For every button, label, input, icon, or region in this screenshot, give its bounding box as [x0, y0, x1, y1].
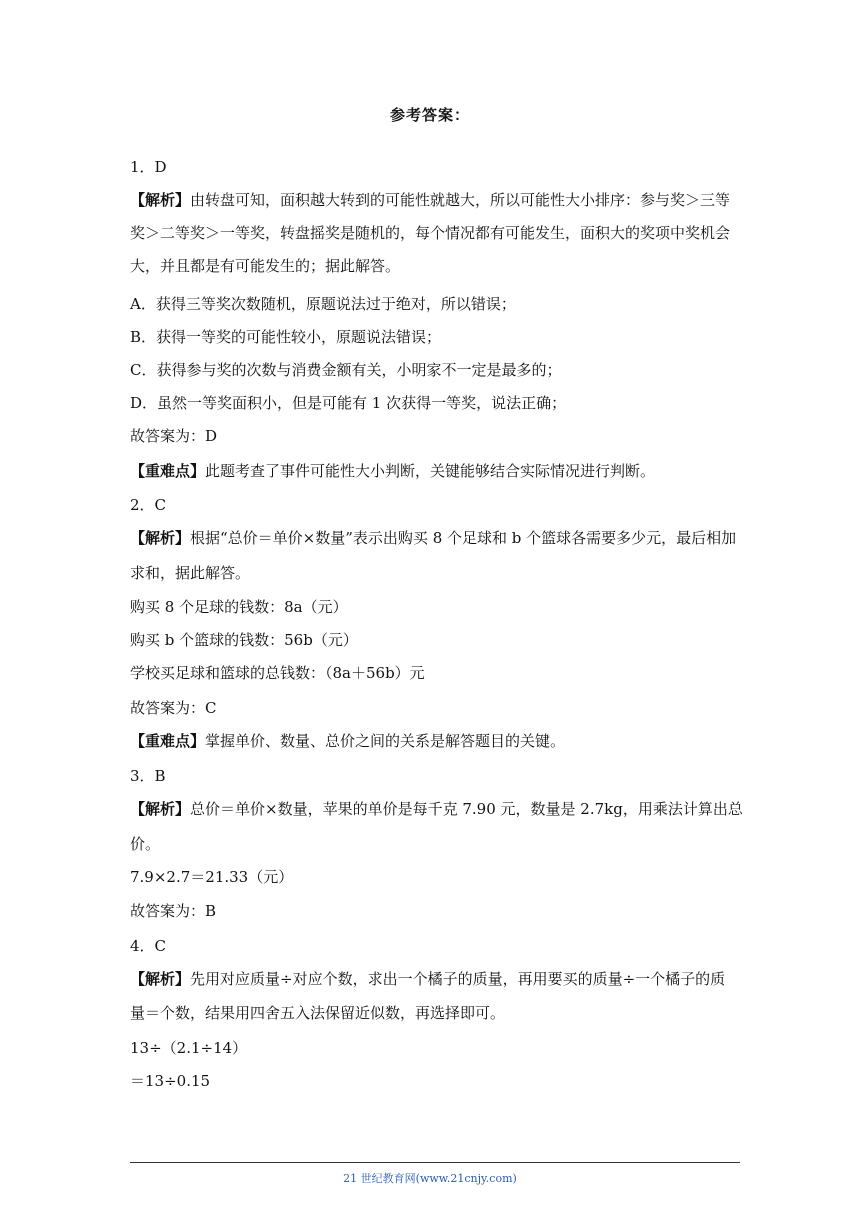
- text-line: [130, 867, 740, 887]
- text-line: [130, 223, 740, 243]
- line-text: 先用对应质量÷对应个数，求出一个橘子的质量，再用要买的质量÷一个橘子的质: [190, 970, 726, 988]
- text-line: [130, 663, 740, 683]
- line-text: 13÷（2.1÷14）: [130, 1039, 248, 1057]
- analysis-tag: 【解析】: [130, 191, 191, 209]
- analysis-tag: 【解析】: [130, 800, 191, 818]
- key-point-line: [130, 461, 740, 481]
- text-line: [130, 834, 740, 854]
- analysis-line: [130, 969, 740, 989]
- line-text: 奖＞二等奖＞一等奖，转盘摇奖是随机的，每个情况都有可能发生，面积大的奖项中奖机会: [130, 224, 731, 242]
- answer-number-4: [130, 936, 740, 956]
- analysis-tag: 【解析】: [130, 970, 191, 988]
- line-text: 购买 8 个足球的钱数：8a（元）: [130, 598, 348, 616]
- answer-number-1: [130, 157, 740, 177]
- key-point-tag: 【重难点】: [130, 732, 206, 750]
- footer-divider: [130, 1162, 740, 1163]
- option-d-line: [130, 393, 740, 413]
- page-title: 参考答案：: [389, 106, 470, 124]
- option-a-line: [130, 294, 740, 314]
- line-text: 故答案为：B: [130, 902, 217, 920]
- analysis-line: [130, 528, 740, 548]
- answer-line: [130, 901, 740, 921]
- line-text: 量＝个数，结果用四舍五入法保留近似数，再选择即可。: [130, 1004, 506, 1022]
- analysis-line: [130, 799, 743, 819]
- line-text: 此题考查了事件可能性大小判断，关键能够结合实际情况进行判断。: [205, 462, 656, 480]
- line-text: D．虽然一等奖面积小，但是可能有 1 次获得一等奖，说法正确；: [130, 394, 567, 412]
- line-text: 1．D: [130, 158, 167, 176]
- text-line: [130, 597, 740, 617]
- line-text: 掌握单价、数量、总价之间的关系是解答题目的关键。: [205, 732, 566, 750]
- key-point-line: [130, 731, 740, 751]
- text-line: [130, 563, 740, 583]
- answer-number-2: [130, 495, 740, 515]
- line-text: ＝13÷0.15: [130, 1072, 211, 1090]
- answer-line: [130, 426, 740, 446]
- text-line: [130, 1003, 740, 1023]
- line-text: B．获得一等奖的可能性较小，原题说法错误；: [130, 328, 442, 346]
- line-text: 价。: [130, 835, 161, 853]
- line-text: 总价＝单价×数量，苹果的单价是每千克 7.90 元，数量是 2.7kg，用乘法计算出总: [190, 800, 743, 818]
- footer-link[interactable]: 21 世纪教育网(www.21cnjy.com): [343, 1172, 517, 1185]
- text-line: [130, 1071, 740, 1091]
- line-text: 大，并且都是有可能发生的；据此解答。: [130, 257, 401, 275]
- line-text: 由转盘可知，面积越大转到的可能性就越大，所以可能性大小排序：参与奖＞三等: [190, 191, 731, 209]
- line-text: 求和，据此解答。: [130, 564, 251, 582]
- line-text: C．获得参与奖的次数与消费金额有关，小明家不一定是最多的；: [130, 361, 562, 379]
- line-text: 学校买足球和篮球的总钱数：（8a＋56b）元: [130, 664, 425, 682]
- text-line: [130, 256, 740, 276]
- line-text: 故答案为：D: [130, 427, 218, 445]
- line-text: 7.9×2.7＝21.33（元）: [130, 868, 294, 886]
- option-b-line: [130, 327, 740, 347]
- text-line: [130, 630, 740, 650]
- line-text: 4．C: [130, 937, 167, 955]
- line-text: 3．B: [130, 767, 166, 785]
- line-text: 购买 b 个篮球的钱数：56b（元）: [130, 631, 358, 649]
- analysis-line: [130, 190, 740, 210]
- option-c-line: [130, 360, 740, 380]
- line-text: 2．C: [130, 496, 167, 514]
- line-text: 根据“总价＝单价×数量”表示出购买 8 个足球和 b 个篮球各需要多少元，最后相加: [190, 529, 737, 547]
- key-point-tag: 【重难点】: [130, 462, 206, 480]
- text-line: [130, 1038, 740, 1058]
- answer-number-3: [130, 766, 740, 786]
- answer-line: [130, 698, 740, 718]
- line-text: A．获得三等奖次数随机，原题说法过于绝对，所以错误；: [130, 295, 516, 313]
- analysis-tag: 【解析】: [130, 529, 191, 547]
- line-text: 故答案为：C: [130, 699, 217, 717]
